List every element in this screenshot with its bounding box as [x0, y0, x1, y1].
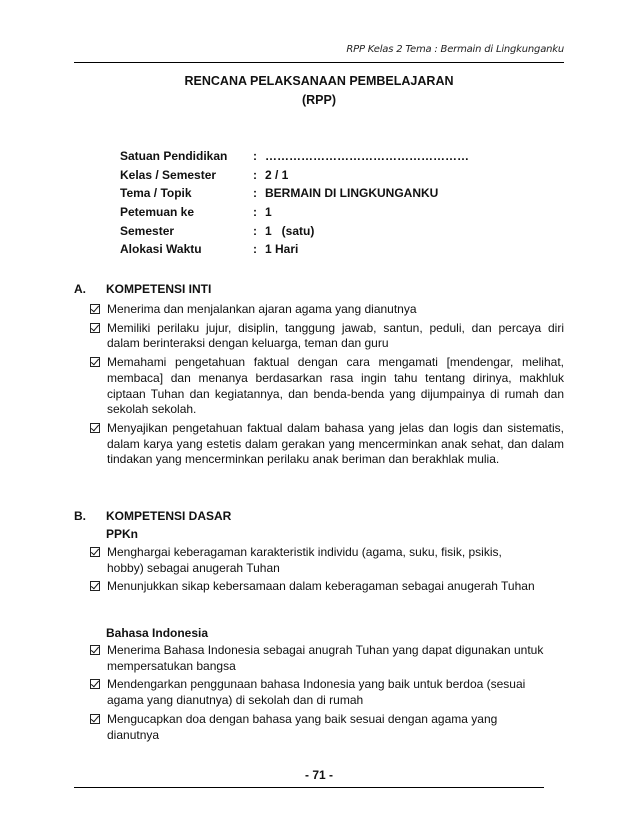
document-title — [74, 72, 564, 110]
identity-label: Semester — [120, 223, 175, 238]
identity-value: 1 (satu) — [265, 223, 315, 238]
list-item-text: Mengucapkan doa dengan bahasa yang baik sesuai dengan agama yang dianutnya — [107, 711, 498, 742]
identity-value: 1 Hari — [265, 242, 299, 257]
list-item — [90, 712, 550, 743]
kompetensi-inti-list — [90, 302, 564, 468]
list-item-text: Mendengarkan penggunaan bahasa Indonesia yang baik untuk berdoa (sesuai agama yang dianutnya) di sekolah dan di rumah — [107, 677, 526, 708]
identity-label: Petemuan ke — [120, 205, 195, 220]
checkbox-icon — [90, 423, 100, 433]
identity-colon: : — [253, 149, 257, 164]
list-item-text: Memahami pengetahuan faktual dengan cara mengamati [mendengar, melihat, membaca] dan menanya berdasarkan rasa ingin tahu tentang dirinya, makhluk ciptaan Tuhan dan kegiatannya, dan benda-benda yang dijumpainya di rumah dan sekolah sekolah. — [107, 355, 564, 417]
section-b-heading — [74, 509, 231, 523]
ppkn-list — [90, 545, 540, 595]
identity-row — [120, 184, 469, 203]
identity-row — [120, 221, 469, 240]
section-letter: A. — [74, 282, 86, 296]
section-letter: B. — [74, 509, 86, 523]
identity-row — [120, 166, 469, 185]
list-item — [90, 355, 564, 418]
title-line-2: (RPP) — [301, 93, 337, 107]
identity-colon: : — [253, 223, 257, 238]
checkbox-icon — [90, 714, 100, 724]
subheading-bahasa-indonesia: Bahasa Indonesia — [106, 626, 209, 640]
section-a-heading — [74, 282, 211, 296]
title-line-1: RENCANA PELAKSANAAN PEMBELAJARAN — [184, 74, 454, 88]
running-header: RPP Kelas 2 Tema : Bermain di Lingkunganku — [346, 44, 564, 55]
identity-table — [120, 147, 469, 259]
subheading-ppkn: PPKn — [106, 527, 139, 541]
checkbox-icon — [90, 581, 100, 591]
checkbox-icon — [90, 304, 100, 314]
identity-colon: : — [253, 242, 257, 257]
identity-row — [120, 203, 469, 222]
section-title: KOMPETENSI DASAR — [106, 509, 232, 523]
list-item-text: Menerima Bahasa Indonesia sebagai anugrah Tuhan yang dapat digunakan untuk mempersatukan bangsa — [107, 643, 544, 673]
checkbox-icon — [90, 679, 100, 689]
identity-label: Alokasi Waktu — [120, 242, 202, 257]
checkbox-icon — [90, 547, 100, 557]
identity-label: Kelas / Semester — [120, 167, 217, 182]
list-item-text: Menghargai keberagaman karakteristik individu (agama, suku, fisik, psikis, hobby) sebagai anugerah Tuhan — [107, 545, 502, 575]
list-item — [90, 321, 564, 352]
identity-value: …………………………………………… — [265, 149, 469, 164]
identity-value: BERMAIN DI LINGKUNGANKU — [265, 186, 439, 201]
list-item-text: Menunjukkan sikap kebersamaan dalam keberagaman sebagai anugerah Tuhan — [107, 579, 535, 594]
section-title: KOMPETENSI INTI — [106, 282, 212, 296]
identity-label: Satuan Pendidikan — [120, 149, 228, 164]
list-item — [90, 421, 564, 468]
identity-colon: : — [253, 205, 257, 220]
identity-label: Tema / Topik — [120, 186, 192, 201]
footer-rule — [74, 787, 544, 788]
list-item — [90, 677, 550, 708]
list-item — [90, 579, 540, 595]
bahasa-indonesia-list — [90, 643, 550, 743]
list-item-text: Menerima dan menjalankan ajaran agama yang dianutnya — [107, 302, 417, 316]
identity-value: 2 / 1 — [265, 167, 289, 182]
list-item-text: Menyajikan pengetahuan faktual dalam bahasa yang jelas dan logis dan sistematis, dalam karya yang estetis dalam gerakan yang mencerminkan anak sehat, dan dalam tindakan yang mencerminkan perilaku anak beriman dan berakhlak mulia. — [107, 420, 564, 467]
list-item — [90, 643, 550, 674]
identity-row — [120, 147, 469, 166]
identity-colon: : — [253, 186, 257, 201]
header-rule — [74, 62, 564, 63]
identity-row — [120, 240, 469, 259]
list-item — [90, 302, 564, 318]
list-item — [90, 545, 540, 576]
list-item-text: Memiliki perilaku jujur, disiplin, tanggung jawab, santun, peduli, dan percaya diri dalam berinteraksi dengan keluarga, teman dan guru — [107, 320, 564, 351]
identity-colon: : — [253, 167, 257, 182]
identity-value: 1 — [265, 205, 272, 220]
checkbox-icon — [90, 323, 100, 333]
checkbox-icon — [90, 357, 100, 367]
page-number: - 71 - — [304, 768, 333, 782]
checkbox-icon — [90, 645, 100, 655]
